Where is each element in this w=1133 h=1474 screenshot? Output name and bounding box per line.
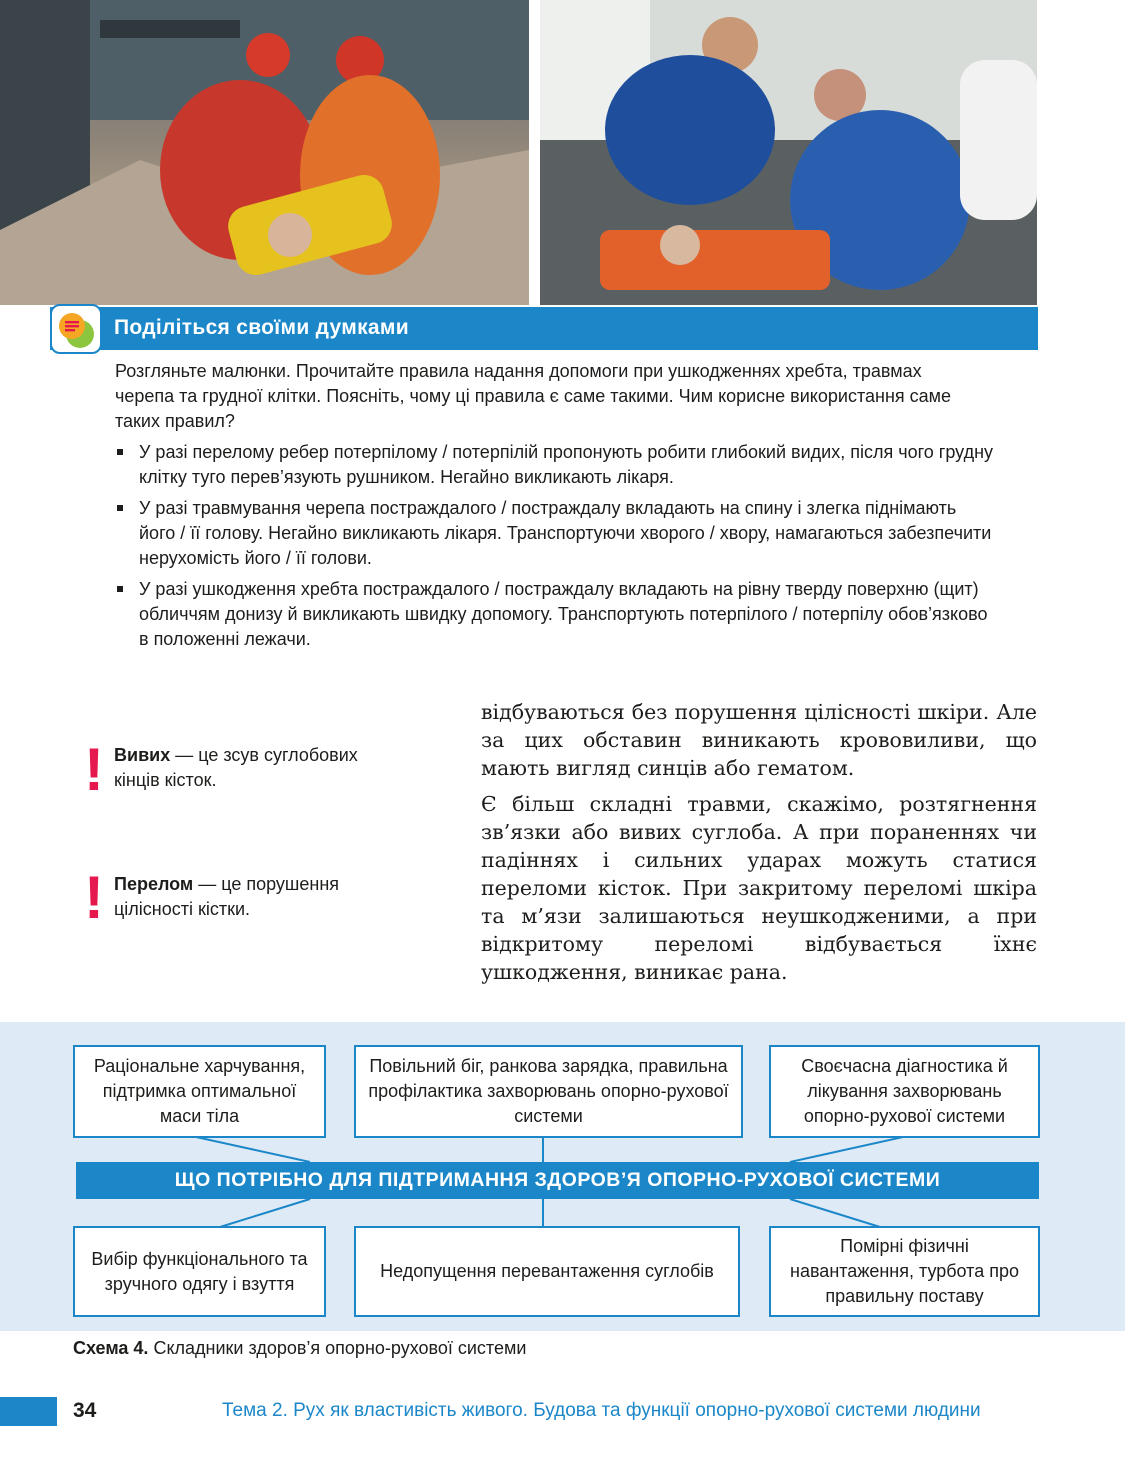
definition-fracture: Перелом — це порушення цілісності кістки. bbox=[114, 874, 340, 919]
rescuers-photo bbox=[0, 0, 529, 305]
share-thoughts-title: Поділіться своїми думками bbox=[114, 316, 409, 339]
footer-topic: Тема 2. Рух як властивість живого. Будова та функції опорно-рухової системи людини bbox=[222, 1400, 981, 1421]
share-intro: Розгляньте малюнки. Прочитайте правила надання допомоги при ушкодженнях хребта, травмах черепа та грудної клітки. Поясніть, чому ці правила є саме такими. Чим корисне використання саме таких правил? bbox=[115, 361, 952, 431]
scheme-box-nutrition: Раціональне харчування, підтримка оптимальної маси тіла bbox=[73, 1045, 326, 1138]
body-paragraph: Є більш складні травми, скажімо, розтягнення зв’язки або вивих суглоба. А при пораненнях чи падіннях і сильних ударах можуть статися переломи кісток. При закритому переломі шкіра та м’язи залишаються неушкодженими, а при відкритому переломі відбувається їхнє ушкодження, виникає рана. bbox=[481, 792, 1037, 984]
exclamation-icon: ! bbox=[84, 736, 104, 803]
page-number: 34 bbox=[73, 1399, 97, 1422]
body-text bbox=[481, 698, 1037, 994]
bullet-square-icon bbox=[117, 586, 123, 592]
bullet-square-icon bbox=[117, 505, 123, 511]
scheme-box-diagnostics: Своєчасна діагностика й лікування захворювань опорно-рухової системи bbox=[769, 1045, 1040, 1138]
list-item: У разі ушкодження хребта постраждалого / постраждалу вкладають на рівну тверду поверхню (щит) обличчям донизу й викликають швидку допомогу. Транспортують потерпілого / потерпілу обов’язково в положенні лежачи. bbox=[115, 577, 995, 652]
rescuers-illustration bbox=[0, 0, 529, 305]
scheme-title: ЩО ПОТРІБНО ДЛЯ ПІДТРИМАННЯ ЗДОРОВ’Я ОПОРНО-РУХОВОЇ СИСТЕМИ bbox=[76, 1162, 1039, 1199]
paramedics-illustration bbox=[540, 0, 1037, 305]
list-item: У разі травмування черепа постраждалого / постраждалу вкладають на спину і злегка піднімають його / її голову. Негайно викликають лікаря. Транспортуючи хворого / хвору, намагаються забезпечити нерухомість його / її голови. bbox=[115, 496, 995, 571]
scheme-box-posture: Помірні фізичні навантаження, турбота про правильну поставу bbox=[769, 1226, 1040, 1317]
first-aid-rules-list bbox=[115, 440, 995, 658]
bullet-square-icon bbox=[117, 449, 123, 455]
scheme-box-exercise: Повільний біг, ранкова зарядка, правильна профілактика захворювань опорно-рухової системи bbox=[354, 1045, 743, 1138]
scheme-caption: Схема 4. Складники здоров’я опорно-рухової системи bbox=[73, 1338, 527, 1358]
exclamation-icon: ! bbox=[84, 864, 104, 931]
scheme-box-joints: Недопущення перевантаження суглобів bbox=[354, 1226, 740, 1317]
paramedics-photo bbox=[540, 0, 1037, 305]
list-item: У разі перелому ребер потерпілому / потерпілій пропонують робити глибокий видих, після чого грудну клітку туго перев’язують рушником. Негайно викликають лікаря. bbox=[115, 440, 995, 490]
chat-bubbles-icon bbox=[50, 304, 102, 354]
scheme-box-clothing: Вибір функціонального та зручного одягу і взуття bbox=[73, 1226, 326, 1317]
definition-dislocation: Вивих — це зсув суглобових кінців кісток. bbox=[114, 745, 358, 790]
footer-accent-bar bbox=[0, 1397, 57, 1426]
body-paragraph: відбуваються без порушення цілісності шкіри. Але за цих обставин виникають крововиливи, що мають вигляд синців або гематом. bbox=[481, 700, 1037, 780]
